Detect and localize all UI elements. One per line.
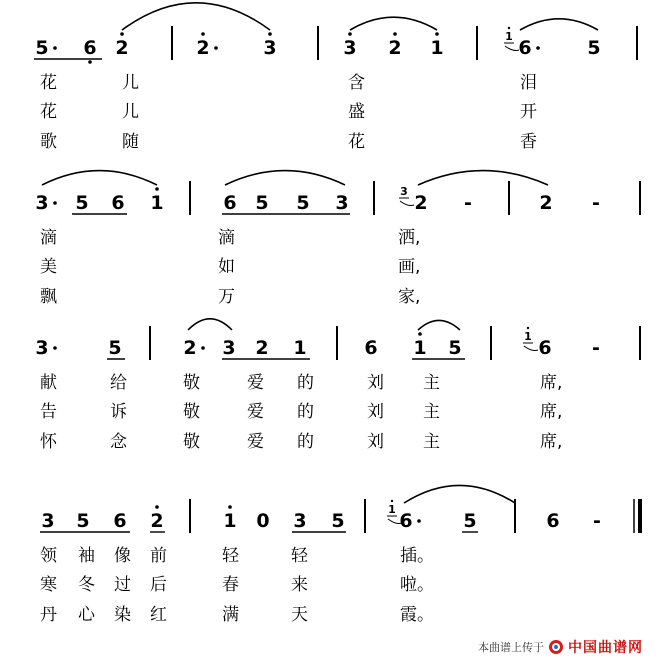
octave-dot-above [348, 32, 352, 36]
lyric-char: 含 [348, 73, 365, 93]
grace-octave-dot [508, 27, 510, 29]
slur [122, 3, 270, 30]
slur [42, 171, 157, 185]
lyric-char: 洒, [398, 228, 421, 248]
lyric-char: 滴 [218, 228, 235, 248]
note: 3 [343, 37, 357, 59]
lyric-char: 敬 [183, 432, 200, 452]
grace-note: 1 [505, 30, 513, 43]
note: 3 [35, 337, 49, 359]
grace-tie [400, 201, 414, 206]
lyric-char: 告 [40, 402, 57, 422]
octave-dot-below [88, 60, 92, 64]
augmentation-dot [53, 201, 57, 205]
lyric-char: 花 [348, 132, 365, 152]
lyric-char: 盛 [348, 102, 365, 122]
lyric-char: 霞。 [400, 605, 434, 625]
note: 3 [35, 192, 49, 214]
footer-text: 本曲谱上传于 [478, 641, 544, 654]
slur [520, 19, 598, 30]
note: 2 [115, 37, 129, 59]
note: 1 [430, 37, 444, 59]
lyric-char: 美 [40, 257, 57, 277]
lyric-char: 念 [110, 432, 127, 452]
augmentation-dot [214, 46, 218, 50]
octave-dot-above [393, 32, 397, 36]
note: 1 [150, 192, 164, 214]
lyric-char: 来 [291, 575, 308, 595]
footer [478, 636, 643, 658]
lyric-char: 席, [540, 432, 563, 452]
lyric-char: 诉 [110, 402, 127, 422]
lyric-char: 丹 [40, 605, 57, 625]
lyric-char: 给 [110, 373, 127, 393]
lyric-char: 袖 [78, 546, 95, 566]
augmentation-dot [53, 346, 57, 350]
note: 6 [538, 337, 552, 359]
lyric-char: 后 [150, 575, 167, 595]
lyric-char: 天 [291, 605, 308, 625]
note: - [592, 192, 600, 214]
lyric-char: 随 [122, 132, 139, 152]
note: 6 [399, 510, 413, 532]
lyric-char: 刘 [367, 432, 384, 452]
note: 1 [223, 510, 237, 532]
note: 2 [255, 337, 269, 359]
note: 6 [113, 510, 127, 532]
slur [225, 171, 345, 185]
augmentation-dot [536, 46, 540, 50]
augmentation-dot [201, 346, 205, 350]
lyric-char: 儿 [122, 73, 139, 93]
note: 3 [41, 510, 55, 532]
note: 5 [75, 192, 89, 214]
slur [350, 17, 437, 30]
note: 1 [293, 337, 307, 359]
lyric-char: 飘 [40, 287, 57, 307]
lyric-char: 如 [218, 257, 235, 277]
lyric-char: 刘 [367, 402, 384, 422]
lyric-char: 怀 [40, 432, 57, 452]
lyric-char: 轻 [291, 546, 308, 566]
note: - [593, 510, 601, 532]
note: 6 [364, 337, 378, 359]
lyric-char: 像 [114, 546, 131, 566]
note: 6 [111, 192, 125, 214]
lyric-char: 插。 [400, 546, 434, 566]
lyric-char: 冬 [78, 575, 95, 595]
lyric-char: 爱 [247, 373, 264, 393]
lyric-char: 花 [40, 102, 57, 122]
lyric-char: 主 [423, 402, 440, 422]
note: - [592, 337, 600, 359]
lyric-char: 万 [218, 287, 235, 307]
lyric-char: 主 [423, 373, 440, 393]
octave-dot-above [201, 32, 205, 36]
lyric-char: 画, [398, 257, 421, 277]
slur [418, 171, 548, 185]
grace-octave-dot [391, 500, 393, 502]
lyric-char: 花 [40, 73, 57, 93]
lyric-char: 主 [423, 432, 440, 452]
lyric-char: 领 [40, 546, 57, 566]
octave-dot-above [155, 187, 159, 191]
lyric-char: 红 [150, 605, 167, 625]
grace-note: 1 [524, 330, 532, 343]
note: 0 [256, 510, 270, 532]
octave-dot-above [435, 32, 439, 36]
grace-note: 3 [400, 185, 408, 198]
lyric-char: 家, [398, 287, 421, 307]
lyric-char: 儿 [122, 102, 139, 122]
lyric-char: 寒 [40, 575, 57, 595]
lyric-char: 染 [114, 605, 131, 625]
lyric-char: 的 [297, 402, 314, 422]
note: 3 [222, 337, 236, 359]
lyric-char: 席, [540, 402, 563, 422]
grace-note: 1 [388, 503, 396, 516]
note: 5 [331, 510, 345, 532]
lyric-char: 心 [78, 605, 95, 625]
lyric-char: 过 [114, 575, 131, 595]
note: 3 [293, 510, 307, 532]
note: 6 [223, 192, 237, 214]
note: 5 [587, 37, 601, 59]
note: - [464, 192, 472, 214]
site-logo-icon [548, 639, 564, 655]
lyric-char: 开 [520, 102, 537, 122]
note: 1 [413, 337, 427, 359]
note: 2 [539, 192, 553, 214]
note: 6 [518, 37, 532, 59]
lyric-char: 前 [150, 546, 167, 566]
note: 2 [150, 510, 164, 532]
note: 2 [183, 337, 197, 359]
note: 2 [414, 192, 428, 214]
note: 3 [335, 192, 349, 214]
note: 5 [296, 192, 310, 214]
grace-tie [524, 346, 538, 351]
octave-dot-above [418, 332, 422, 336]
lyric-char: 席, [540, 373, 563, 393]
note: 5 [255, 192, 269, 214]
site-brand-name: 中国曲谱网 [568, 640, 643, 656]
lyric-char: 歌 [40, 132, 57, 152]
lyric-char: 泪 [520, 73, 537, 93]
lyric-char: 的 [297, 432, 314, 452]
lyric-char: 春 [222, 575, 239, 595]
lyric-char: 敬 [183, 402, 200, 422]
lyric-char: 滴 [40, 228, 57, 248]
lyric-char: 献 [40, 373, 57, 393]
note: 2 [388, 37, 402, 59]
lyric-char: 啦。 [400, 575, 434, 595]
slur [188, 319, 232, 330]
note: 5 [35, 37, 49, 59]
note: 6 [546, 510, 560, 532]
note: 6 [83, 37, 97, 59]
octave-dot-above [120, 32, 124, 36]
note: 5 [463, 510, 477, 532]
augmentation-dot [53, 46, 57, 50]
note: 5 [448, 337, 462, 359]
lyric-char: 的 [297, 373, 314, 393]
augmentation-dot [417, 519, 421, 523]
lyric-char: 刘 [367, 373, 384, 393]
octave-dot-above [155, 505, 159, 509]
note: 3 [263, 37, 277, 59]
octave-dot-above [268, 32, 272, 36]
grace-tie [505, 46, 519, 51]
note: 5 [76, 510, 90, 532]
octave-dot-above [228, 505, 232, 509]
lyric-char: 爱 [247, 432, 264, 452]
note: 2 [196, 37, 210, 59]
lyric-char: 敬 [183, 373, 200, 393]
slur [418, 320, 460, 330]
lyric-char: 轻 [222, 546, 239, 566]
lyric-char: 香 [520, 132, 537, 152]
grace-octave-dot [527, 327, 529, 329]
lyric-char: 满 [222, 605, 239, 625]
lyric-char: 爱 [247, 402, 264, 422]
note: 5 [108, 337, 122, 359]
slur [404, 485, 515, 503]
